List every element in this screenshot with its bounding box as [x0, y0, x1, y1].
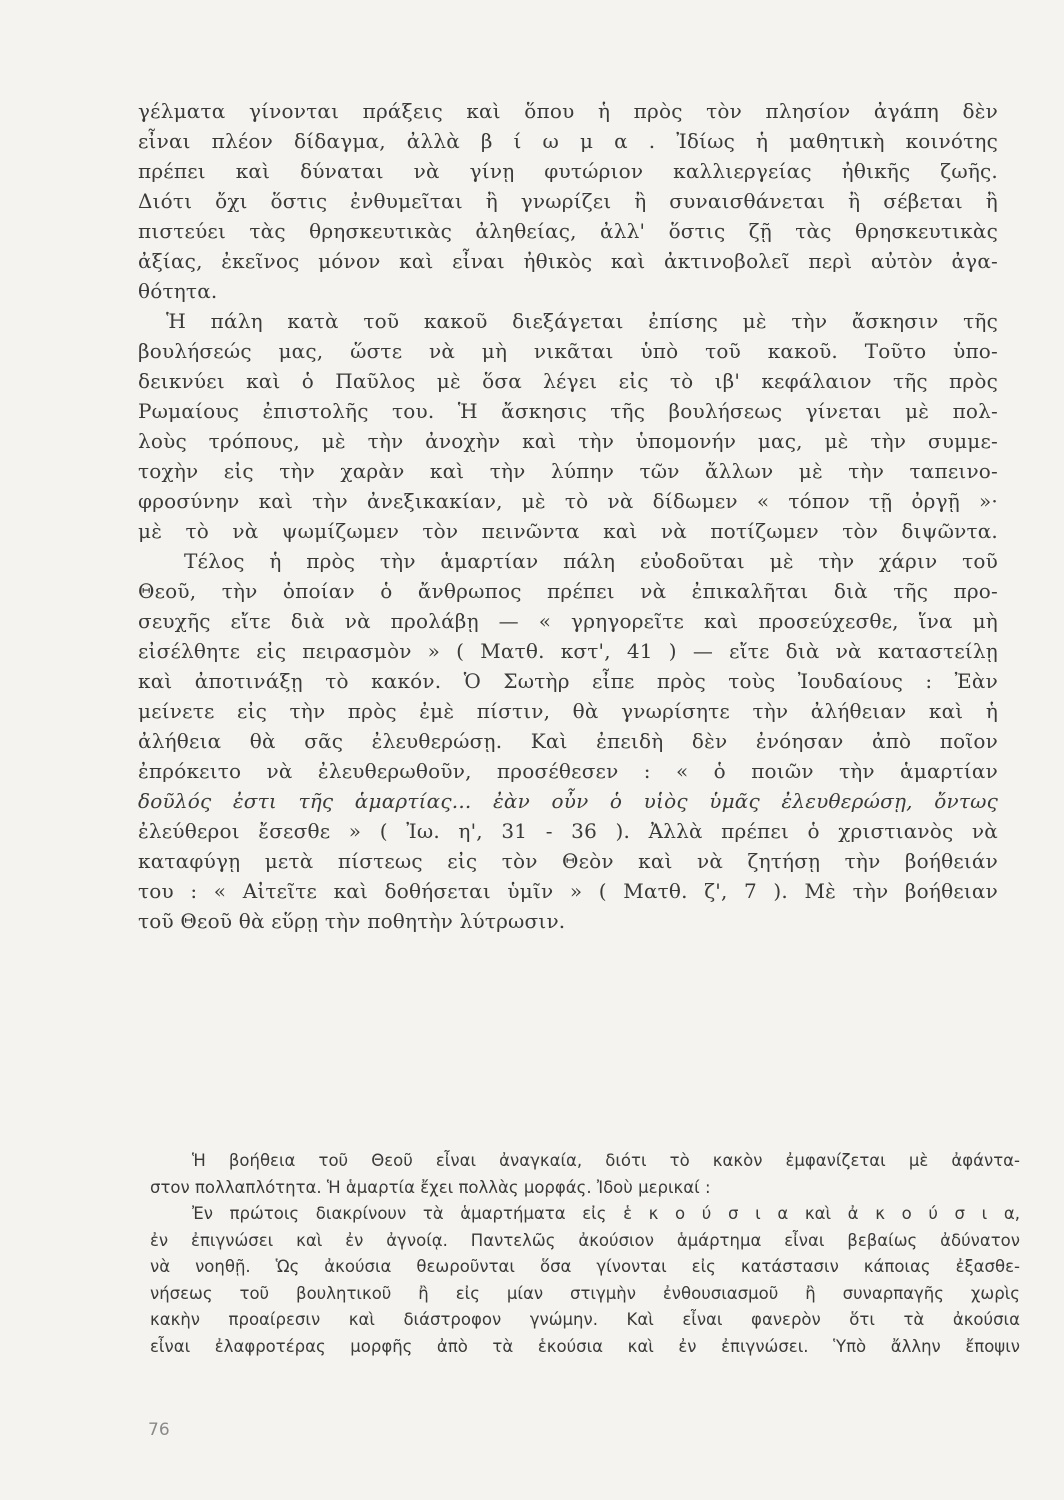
- text-line: βουλήσεώς μας, ὥστε νὰ μὴ νικᾶται ὑπὸ τοῦ κακοῦ. Τοῦτο ὑπο-: [138, 339, 998, 363]
- note-line: νὰ νοηθῇ. Ὡς ἀκούσια θεωροῦνται ὅσα γίνονται εἰς κατάστασιν κάποιας ἐξασθε-: [150, 1257, 1020, 1276]
- text-line: εἶναι πλέον δίδαγμα, ἀλλὰ β ί ω μ α . Ἰδίως ἡ μαθητικὴ κοινότης: [138, 129, 998, 153]
- text-line: δεικνύει καὶ ὁ Παῦλος μὲ ὅσα λέγει εἰς τὸ ιβ' κεφάλαιον τῆς πρὸς: [138, 369, 998, 393]
- note-line: Ἡ βοήθεια τοῦ Θεοῦ εἶναι ἀναγκαία, διότι τὸ κακὸν ἐμφανίζεται μὲ ἀφάντα-: [192, 1151, 1020, 1170]
- text-line: ἐπρόκειτο νὰ ἐλευθερωθοῦν, προσέθεσεν : « ὁ ποιῶν τὴν ἁμαρτίαν: [138, 759, 998, 783]
- note-line: στον πολλαπλότητα. Ἡ ἁμαρτία ἔχει πολλὰς μορφάς. Ἰδοὺ μερικαί :: [150, 1177, 711, 1197]
- text-line: φροσύνην καὶ τὴν ἀνεξικακίαν, μὲ τὸ νὰ δίδωμεν « τόπον τῇ ὀργῇ »·: [138, 489, 998, 513]
- text-line: τοῦ Θεοῦ θὰ εὕρῃ τὴν ποθητὴν λύτρωσιν.: [138, 909, 566, 933]
- text-line: μείνετε εἰς τὴν πρὸς ἐμὲ πίστιν, θὰ γνωρίσητε τὴν ἀλήθειαν καὶ ἡ: [138, 699, 998, 723]
- note-line: ἐν ἐπιγνώσει καὶ ἐν ἀγνοίᾳ. Παντελῶς ἀκούσιον ἁμάρτημα εἶναι βεβαίως ἀδύνατον: [150, 1230, 1020, 1250]
- note-line: νήσεως τοῦ βουλητικοῦ ἢ εἰς μίαν στιγμὴν ἐνθουσιασμοῦ ἢ συναρπαγῆς χωρὶς: [150, 1283, 1020, 1303]
- text-line: δοῦλός ἐστι τῆς ἁμαρτίας... ἐὰν οὖν ὁ υἱὸς ὑμᾶς ἐλευθερώσῃ, ὄντως: [138, 789, 998, 813]
- text-line: γέλματα γίνονται πράξεις καὶ ὅπου ἡ πρὸς τὸν πλησίον ἀγάπη δὲν: [138, 99, 998, 123]
- text-line: καταφύγῃ μετὰ πίστεως εἰς τὸν Θεὸν καὶ νὰ ζητήσῃ τὴν βοήθειάν: [138, 849, 998, 873]
- text-line: Διότι ὄχι ὅστις ἐνθυμεῖται ἢ γνωρίζει ἢ συναισθάνεται ἢ σέβεται ἢ: [138, 189, 998, 213]
- text-line: ἐλεύθεροι ἔσεσθε » ( Ἰω. η', 31 - 36 ). Ἀλλὰ πρέπει ὁ χριστιανὸς νὰ: [138, 819, 998, 843]
- note-line: Ἐν πρώτοις διακρίνουν τὰ ἁμαρτήματα εἰς ἑ κ ο ύ σ ι α καὶ ἀ κ ο ύ σ ι α,: [192, 1204, 1020, 1223]
- main-text: [138, 96, 998, 936]
- text-line: σευχῆς εἴτε διὰ νὰ προλάβῃ — « γρηγορεῖτε καὶ προσεύχεσθε, ἵνα μὴ: [138, 609, 998, 633]
- note-line: εἶναι ἐλαφροτέρας μορφῆς ἀπὸ τὰ ἑκούσια καὶ ἐν ἐπιγνώσει. Ὑπὸ ἄλλην ἔποψιν: [150, 1336, 1020, 1356]
- small-print-section: [150, 1148, 1020, 1360]
- text-line: Ρωμαίους ἐπιστολῆς του. Ἡ ἄσκησις τῆς βουλήσεως γίνεται μὲ πολ-: [138, 399, 998, 423]
- text-line: λοὺς τρόπους, μὲ τὴν ἀνοχὴν καὶ τὴν ὑπομονήν μας, μὲ τὴν συμμε-: [138, 429, 998, 453]
- text-line: θότητα.: [138, 279, 218, 303]
- text-line: πρέπει καὶ δύναται νὰ γίνῃ φυτώριον καλλιεργείας ἠθικῆς ζωῆς.: [138, 159, 998, 183]
- text-line: ἀξίας, ἐκεῖνος μόνον καὶ εἶναι ἠθικὸς καὶ ἀκτινοβολεῖ περὶ αὐτὸν ἀγα-: [138, 249, 998, 273]
- text-line: πιστεύει τὰς θρησκευτικὰς ἀληθείας, ἀλλ' ὅστις ζῇ τὰς θρησκευτικὰς: [138, 219, 998, 243]
- text-line: εἰσέλθητε εἰς πειρασμὸν » ( Ματθ. κστ', 41 ) — εἴτε διὰ νὰ καταστείλῃ: [138, 639, 998, 663]
- page-number: 76: [148, 1420, 170, 1440]
- text-line: Ἡ πάλη κατὰ τοῦ κακοῦ διεξάγεται ἐπίσης μὲ τὴν ἄσκησιν τῆς: [166, 309, 998, 333]
- text-line: καὶ ἀποτινάξῃ τὸ κακόν. Ὁ Σωτὴρ εἶπε πρὸς τοὺς Ἰουδαίους : Ἐὰν: [138, 669, 998, 693]
- text-line: Θεοῦ, τὴν ὁποίαν ὁ ἄνθρωπος πρέπει νὰ ἐπικαλῆται διὰ τῆς προ-: [138, 579, 998, 603]
- text-line: του : « Αἰτεῖτε καὶ δοθήσεται ὑμῖν » ( Ματθ. ζ', 7 ). Μὲ τὴν βοήθειαν: [138, 879, 998, 903]
- text-line: μὲ τὸ νὰ ψωμίζωμεν τὸν πεινῶντα καὶ νὰ ποτίζωμεν τὸν διψῶντα.: [138, 519, 998, 543]
- note-line: κακὴν προαίρεσιν καὶ διάστροφον γνώμην. Καὶ εἶναι φανερὸν ὅτι τὰ ἀκούσια: [150, 1310, 1020, 1329]
- text-line: τοχὴν εἰς τὴν χαρὰν καὶ τὴν λύπην τῶν ἄλλων μὲ τὴν ταπεινο-: [138, 459, 998, 483]
- text-line: ἀλήθεια θὰ σᾶς ἐλευθερώσῃ. Καὶ ἐπειδὴ δὲν ἐνόησαν ἀπὸ ποῖον: [138, 729, 998, 753]
- text-line: Τέλος ἡ πρὸς τὴν ἁμαρτίαν πάλη εὐοδοῦται μὲ τὴν χάριν τοῦ: [184, 549, 998, 573]
